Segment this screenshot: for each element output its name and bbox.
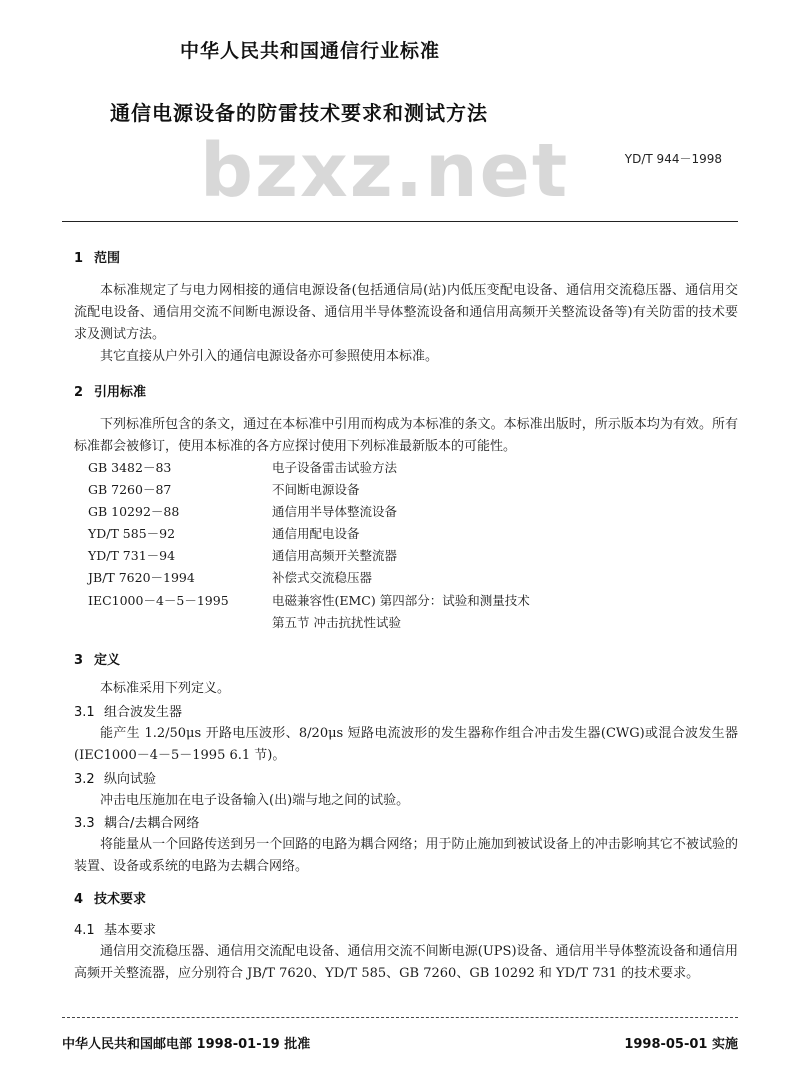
- definition-3-3-heading: 3.3 耦合/去耦合网络: [74, 816, 200, 831]
- footer-divider: [62, 1017, 738, 1018]
- section-1-heading: 1 范围: [74, 251, 121, 266]
- reference-row: JB/T 7620－1994 补偿式交流稳压器: [88, 570, 373, 585]
- requirement-4-1-text: 通信用交流稳压器、通信用交流配电设备、通信用交流不间断电源(UPS)设备、通信用半导体整流设备和通信用高频开关整流器，应分别符合 JB/T 7620、YD/T 585、GB 7260、GB 10292 和 YD/T 731 的技术要求。: [74, 944, 738, 981]
- issuing-organization: 中华人民共和国通信行业标准: [180, 40, 441, 62]
- section-3-intro: 本标准采用下列定义。: [100, 681, 231, 696]
- section-2-heading: 2 引用标准: [74, 385, 147, 400]
- section-2-intro: 下列标准所包含的条文，通过在本标准中引用而构成为本标准的条文。本标准出版时，所示版本均为有效。所有标准都会被修订，使用本标准的各方应探讨使用下列标准最新版本的可能性。: [74, 417, 738, 454]
- document-title: 通信电源设备的防雷技术要求和测试方法: [110, 101, 488, 125]
- reference-row: GB 7260－87 不间断电源设备: [88, 482, 360, 497]
- section-1-paragraph: 其它直接从户外引入的通信电源设备亦可参照使用本标准。: [100, 349, 439, 364]
- reference-row: YD/T 731－94 通信用高频开关整流器: [88, 548, 398, 563]
- header-divider: [62, 221, 738, 222]
- definition-3-3-text: 将能量从一个回路传送到另一个回路的电路为耦合网络；用于防止施加到被试设备上的冲击影响其它不被试验的装置、设备或系统的电路为去耦合网络。: [74, 837, 738, 874]
- definition-3-2-text: 冲击电压施加在电子设备输入(出)端与地之间的试验。: [100, 793, 410, 808]
- reference-continuation: 第五节 冲击抗扰性试验: [272, 615, 401, 630]
- definition-3-1-heading: 3.1 组合波发生器: [74, 705, 183, 720]
- standard-code: YD/T 944－1998: [624, 152, 722, 166]
- requirement-4-1-heading: 4.1 基本要求: [74, 923, 157, 938]
- section-1-paragraph: 本标准规定了与电力网相接的通信电源设备(包括通信局(站)内低压变配电设备、通信用交流稳压器、通信用交流配电设备、通信用交流不间断电源设备、通信用半导体整流设备和通信用高频开关整流设备等)有关防雷的技术要求及测试方法。: [74, 283, 738, 342]
- reference-row: YD/T 585－92 通信用配电设备: [88, 526, 360, 541]
- section-3-heading: 3 定义: [74, 653, 121, 668]
- watermark: bzxz.net: [200, 128, 570, 214]
- approval-note: 中华人民共和国邮电部 1998-01-19 批准: [62, 1037, 311, 1052]
- definition-3-2-heading: 3.2 纵向试验: [74, 772, 157, 787]
- section-4-heading: 4 技术要求: [74, 892, 147, 907]
- reference-row: GB 3482－83 电子设备雷击试验方法: [88, 460, 398, 475]
- reference-row: IEC1000－4－5－1995 电磁兼容性(EMC) 第四部分：试验和测量技术: [88, 593, 530, 608]
- reference-row: GB 10292－88 通信用半导体整流设备: [88, 504, 398, 519]
- definition-3-1-text: 能产生 1.2/50μs 开路电压波形、8/20μs 短路电流波形的发生器称作组合冲击发生器(CWG)或混合波发生器(IEC1000－4－5－1995 6.1 节)。: [74, 726, 738, 763]
- implementation-date: 1998-05-01 实施: [624, 1037, 738, 1052]
